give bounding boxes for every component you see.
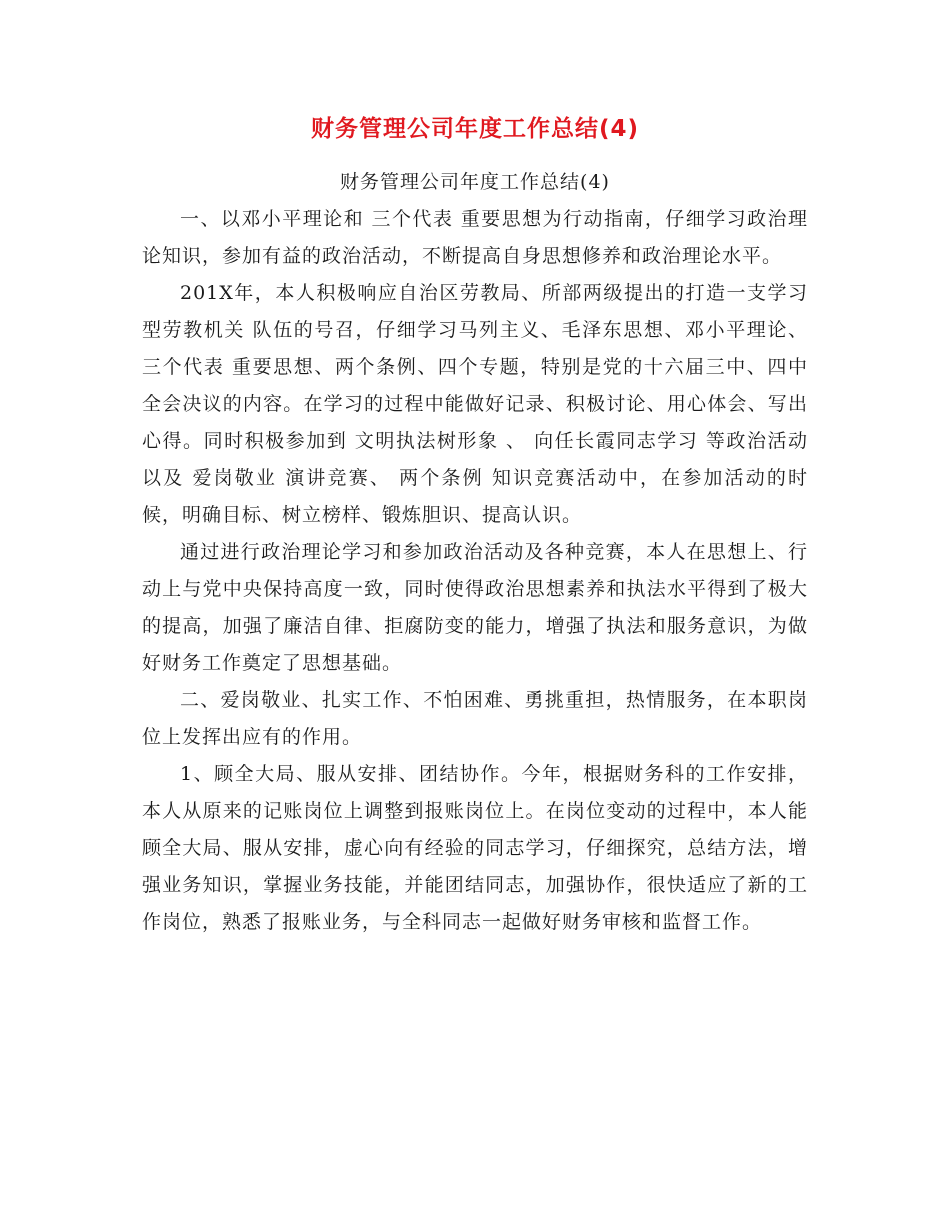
document-subtitle: 财务管理公司年度工作总结(4)	[340, 171, 610, 193]
paragraph-5: 1、顾全大局、服从安排、团结协作。今年，根据财务科的工作安排，本人从原来的记账岗位上调整到报账岗位上。在岗位变动的过程中，本人能顾全大局、服从安排，虚心向有经验的同志学习，仔细探究，总结方法，增强业务知识，掌握业务技能，并能团结同志，加强协作，很快适应了新的工作岗位，熟悉了报账业务，与全科同志一起做好财务审核和监督工作。	[142, 763, 808, 933]
paragraph-2: 201X年，本人积极响应自治区劳教局、所部两级提出的打造一支学习型劳教机关 队伍的号召，仔细学习马列主义、毛泽东思想、邓小平理论、 三个代表 重要思想、两个条例、四个专题，特别是党的十六届三中、四中全会决议的内容。在学习的过程中能做好记录、积极讨论、用心体会、写出心得。同时积极参加到 文明执法树形象 、 向任长霞同志学习 等政治活动以及 爱岗敬业 演讲竞赛、 两个条例 知识竞赛活动中，在参加活动的时候，明确目标、树立榜样、锻炼胆识、提高认识。	[142, 282, 808, 526]
paragraph-4: 二、爱岗敬业、扎实工作、不怕困难、勇挑重担，热情服务，在本职岗位上发挥出应有的作用。	[142, 689, 808, 748]
document-body	[142, 164, 808, 941]
paragraph-1: 一、以邓小平理论和 三个代表 重要思想为行动指南，仔细学习政治理论知识，参加有益的政治活动，不断提高自身思想修养和政治理论水平。	[142, 208, 808, 267]
paragraph-3: 通过进行政治理论学习和参加政治活动及各种竞赛，本人在思想上、行动上与党中央保持高度一致，同时使得政治思想素养和执法水平得到了极大的提高，加强了廉洁自律、拒腐防变的能力，增强了执法和服务意识，为做好财务工作奠定了思想基础。	[142, 541, 808, 674]
document-title: 财务管理公司年度工作总结(4)	[310, 116, 640, 142]
